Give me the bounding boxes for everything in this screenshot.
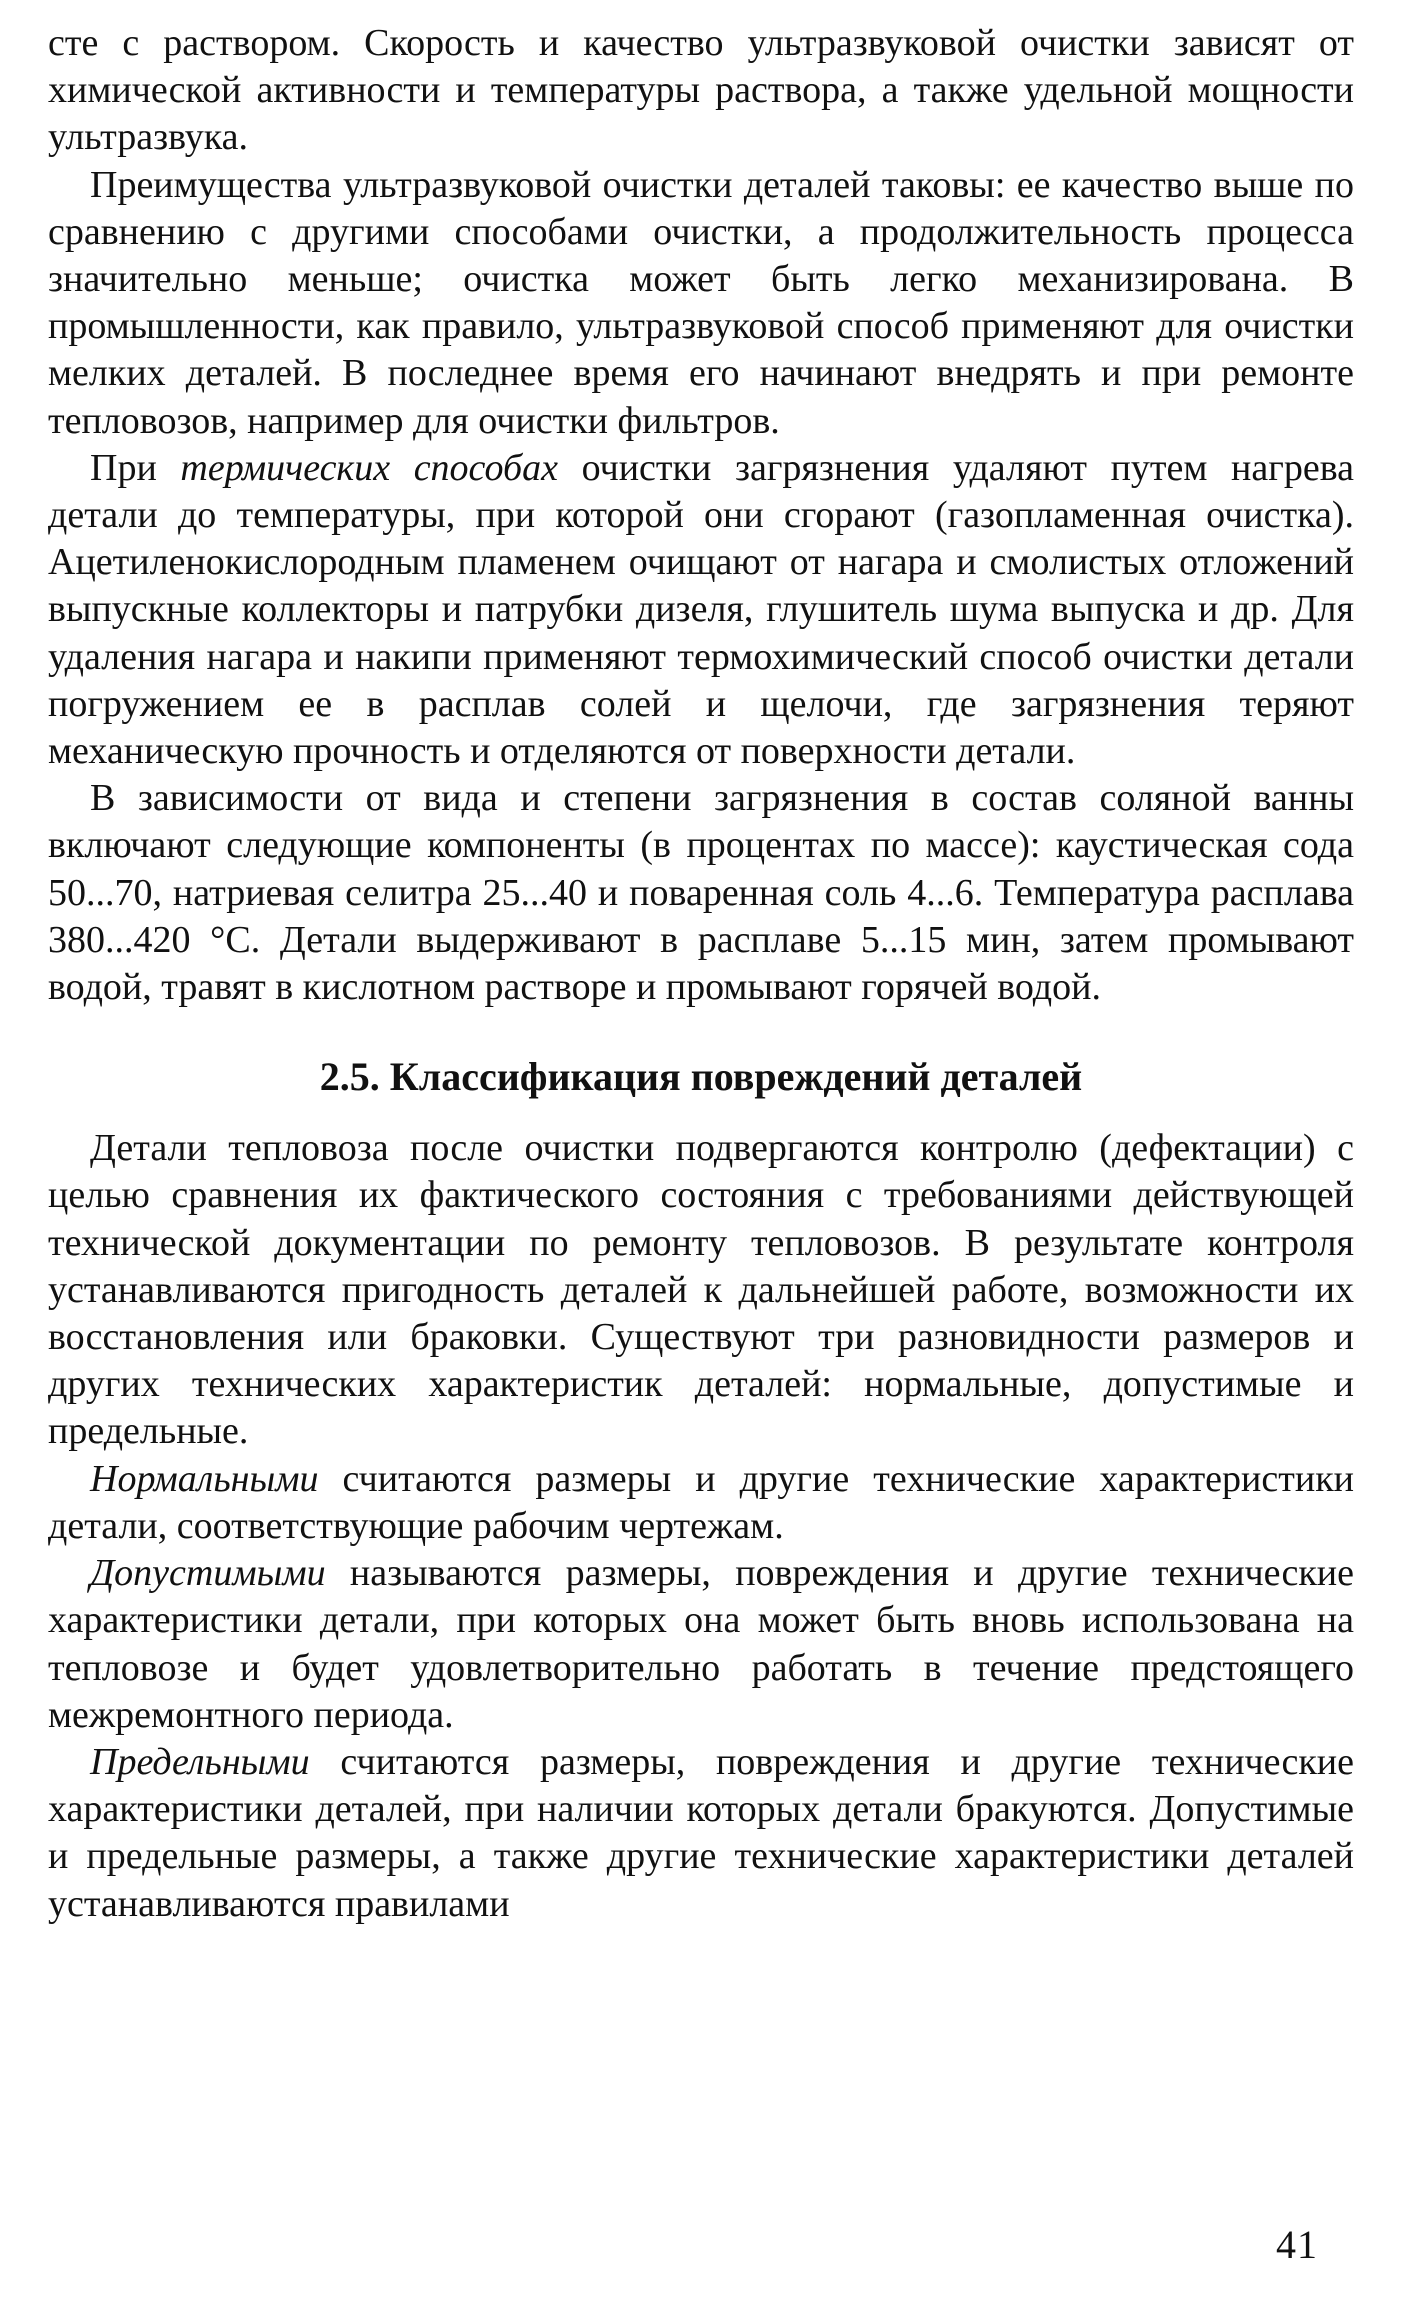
section-heading: 2.5. Классификация повреждений деталей: [319, 1054, 1083, 1100]
paragraph-thermal-methods: [48, 445, 1354, 775]
text-segment: При: [90, 446, 181, 489]
emphasized-term: Предельными: [90, 1740, 310, 1783]
paragraph-salt-bath: В зависимости от вида и степени загрязнения в состав соляной ванны включают следующие компоненты (в процентах по массе): каустическая сода 50...70, натриевая селитра 25...40 и поваренная соль 4...6. Температура расплава 380...420 °С. Детали выдерживают в расплаве 5...15 мин, затем промывают водой, травят в кислотном растворе и промывают горячей водой.: [48, 777, 1354, 1009]
book-page: [48, 20, 1354, 2282]
text-segment: называются размеры, повреждения и другие технические характеристики детали, при которых она может быть вновь использована на тепловозе и будет удовлетворительно работать в течение предстоящего межремонтного периода.: [48, 1552, 1354, 1736]
paragraph-allowable-definition: [48, 1550, 1354, 1739]
paragraph-limit-definition: [48, 1739, 1354, 1928]
paragraph-ultrasound-factors: сте с раствором. Скорость и качество ультразвуковой очистки зависят от химической активности и температуры раствора, а также удельной мощности ультразвука.: [48, 22, 1354, 159]
paragraph-ultrasound-advantages: Преимущества ультразвуковой очистки деталей таковы: ее качество выше по сравнению с другими способами очистки, а продолжительность процесса значительно меньше; очистка может быть легко механизирована. В промышленности, как правило, ультразвуковой способ применяют для очистки мелких деталей. В последнее время его начинают внедрять и при ремонте тепловозов, например для очистки фильтров.: [48, 163, 1354, 442]
text-segment: считаются размеры, повреждения и другие технические характеристики деталей, при наличии которых детали бракуются. Допустимые и предельные размеры, а также другие технические характеристики деталей устанавливаются правилами: [48, 1740, 1354, 1925]
emphasized-term: Нормальными: [90, 1457, 319, 1500]
paragraph-inspection: Детали тепловоза после очистки подвергаются контролю (дефектации) с целью сравнения их фактического состояния с требованиями действующей технической документации по ремонту тепловозов. В результате контроля устанавливаются пригодность деталей к дальнейшей работе, возможности их восстановления или браковки. Существуют три разновидности размеров и других технических характеристик деталей: нормальные, допустимые и предельные.: [48, 1127, 1354, 1453]
text-segment: очистки загрязнения удаляют путем нагрева детали до температуры, при которой они сгорают (газопламенная очистка). Ацетиленокислородным пламенем очищают от нагара и смолистых отложений выпускные коллекторы и патрубки дизеля, глушитель шума выпуска и др. Для удаления нагара и накипи применяют термохимический способ очистки детали погружением ее в расплав солей и щелочи, где загрязнения теряют механическую прочность и отделяются от поверхности детали.: [48, 446, 1355, 773]
emphasized-term: термических способах: [180, 446, 558, 489]
paragraph-normal-definition: [48, 1456, 1354, 1550]
text-segment: считаются размеры и другие технические характеристики детали, соответствующие рабочим чертежам.: [48, 1457, 1354, 1547]
page-number: 41: [1276, 2222, 1318, 2267]
emphasized-term: Допустимыми: [90, 1552, 326, 1595]
